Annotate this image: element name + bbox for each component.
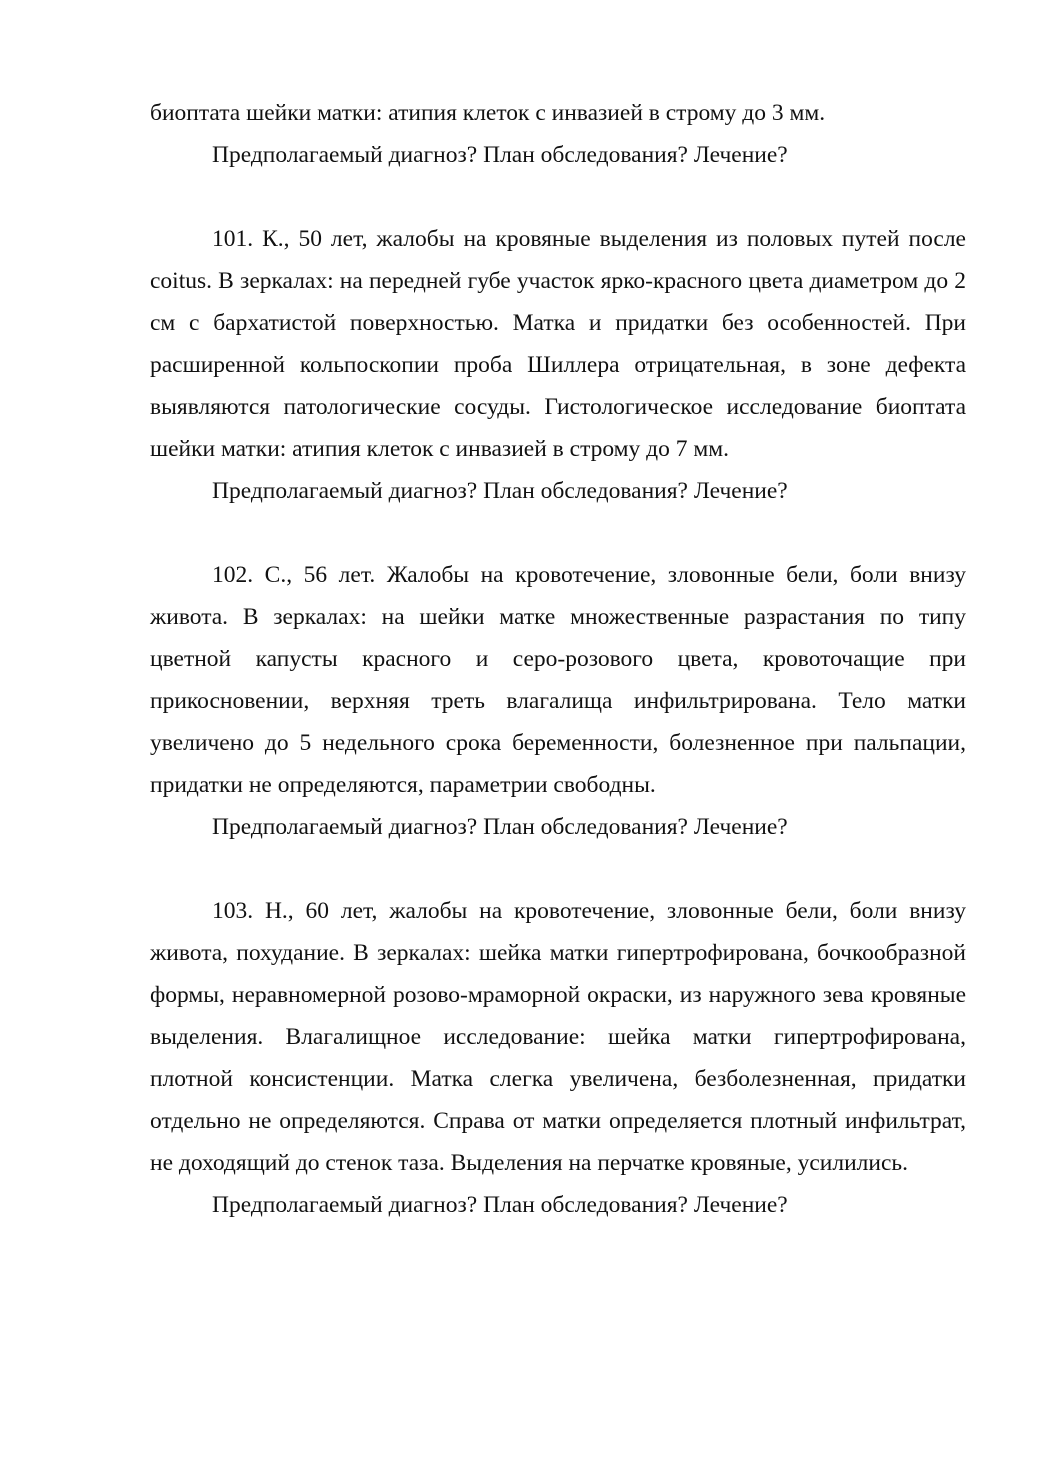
spacer (150, 512, 966, 554)
intro-continuation: биоптата шейки матки: атипия клеток с инвазией в строму до 3 мм. (150, 100, 826, 126)
case-101-question: Предполагаемый диагноз? План обследования? Лечение? (212, 478, 788, 504)
intro-question: Предполагаемый диагноз? План обследования? Лечение? (212, 142, 788, 168)
spacer (150, 176, 966, 218)
document-body (150, 92, 966, 1226)
case-102-text: 102. С., 56 лет. Жалобы на кровотечение, зловонные бели, боли внизу живота. В зеркалах: на шейки матке множественные разрастания по типу цветной капусты красного и серо-розового цвета, кровоточащие при прикосновении, верхняя треть влагалища инфильтрирована. Тело матки увеличено до 5 недельного срока беременности, болезненное при пальпации, придатки не определяются, параметрии свободны. (150, 562, 966, 798)
spacer (150, 848, 966, 890)
case-101-text: 101. К., 50 лет, жалобы на кровяные выделения из половых путей после coitus. В зеркалах: на передней губе участок ярко-красного цвета диаметром до 2 см с бархатистой поверхностью. Матка и придатки без особенностей. При расширенной кольпоскопии проба Шиллера отрицательная, в зоне дефекта выявляются патологические сосуды. Гистологическое исследование биоптата шейки матки: атипия клеток с инвазией в строму до 7 мм. (150, 226, 966, 462)
case-103-question: Предполагаемый диагноз? План обследования? Лечение? (212, 1192, 788, 1218)
case-103-text: 103. Н., 60 лет, жалобы на кровотечение, зловонные бели, боли внизу живота, похудание. В зеркалах: шейка матки гипертрофирована, бочкообразной формы, неравномерной розово-мраморной окраски, из наружного зева кровяные выделения. Влагалищное исследование: шейка матки гипертрофирована, плотной консистенции. Матка слегка увеличена, безболезненная, придатки отдельно не определяются. Справа от матки определяется плотный инфильтрат, не доходящий до стенок таза. Выделения на перчатке кровяные, усилились. (150, 898, 966, 1176)
case-102-question: Предполагаемый диагноз? План обследования? Лечение? (212, 814, 788, 840)
